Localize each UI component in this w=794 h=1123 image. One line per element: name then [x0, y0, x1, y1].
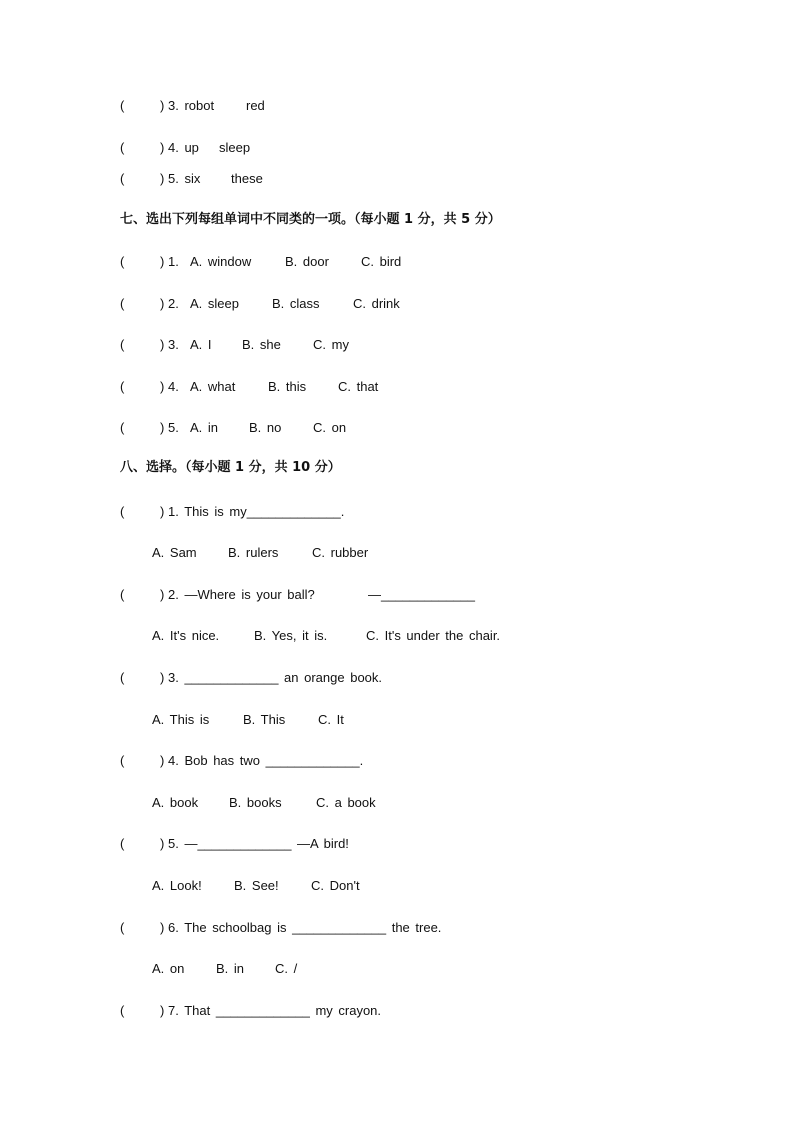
item-number: 2. — [168, 296, 179, 311]
part8-title: 八、选择。（每小题 1 分，共 10 分） — [120, 460, 341, 475]
part8-options-2 — [152, 626, 501, 646]
answer-paren-open: ( — [120, 296, 125, 311]
option-a: A. on — [152, 961, 185, 976]
question-text: 2. —Where is your ball? — [168, 587, 315, 602]
option-a: A. This is — [152, 712, 210, 727]
option-b: B. in — [216, 961, 245, 976]
part8-options-5 — [152, 876, 360, 896]
part8-question-2 — [120, 585, 475, 605]
option-b: B. See! — [234, 878, 279, 893]
answer-paren-close: ) — [160, 379, 165, 394]
part7-item-1 — [120, 252, 402, 272]
answer-paren-open: ( — [120, 337, 125, 352]
question-text: 5. —_____________ —A bird! — [168, 836, 349, 851]
option-b: B. class — [272, 296, 320, 311]
option-c: C. Don't — [311, 878, 360, 893]
question-text: 7. That _____________ my crayon. — [168, 1003, 382, 1018]
answer-paren-close: ) — [160, 420, 165, 435]
option-a: A. It's nice. — [152, 628, 220, 643]
question-text: 1. This is my_____________. — [168, 504, 345, 519]
item-number: 5. — [168, 420, 179, 435]
part8-options-1 — [152, 543, 369, 563]
answer-paren-close: ) — [160, 254, 165, 269]
part7-title: 七、选出下列每组单词中不同类的一项。（每小题 1 分，共 5 分） — [120, 212, 501, 227]
question-text: 3. _____________ an orange book. — [168, 670, 383, 685]
question-text: 4. Bob has two _____________. — [168, 753, 364, 768]
answer-paren-open: ( — [120, 753, 125, 768]
item-word-b: these — [231, 171, 263, 186]
part6-item-3 — [120, 96, 265, 116]
option-b: B. she — [242, 337, 281, 352]
part8-question-1 — [120, 502, 344, 522]
option-a: A. what — [190, 379, 236, 394]
part8-question-5 — [120, 834, 349, 854]
answer-paren-close: ) — [160, 753, 165, 768]
answer-paren-open: ( — [120, 920, 125, 935]
part6-item-5 — [120, 169, 263, 189]
option-b: B. rulers — [228, 545, 279, 560]
part7-item-4 — [120, 377, 379, 397]
item-word-b: sleep — [219, 140, 251, 155]
option-a: A. in — [190, 420, 219, 435]
answer-paren-open: ( — [120, 587, 125, 602]
option-b: B. door — [285, 254, 329, 269]
answer-paren-close: ) — [160, 836, 165, 851]
option-b: B. This — [243, 712, 286, 727]
option-c: C. It's under the chair. — [366, 628, 501, 643]
option-c: C. on — [313, 420, 347, 435]
part7-item-3 — [120, 335, 349, 355]
answer-paren-close: ) — [160, 1003, 165, 1018]
answer-paren-close: ) — [160, 98, 165, 113]
part8-question-3 — [120, 668, 382, 688]
option-c: C. my — [313, 337, 349, 352]
option-c: C. / — [275, 961, 298, 976]
item-number: 1. — [168, 254, 179, 269]
answer-paren-close: ) — [160, 920, 165, 935]
answer-paren-open: ( — [120, 836, 125, 851]
question-text: 6. The schoolbag is _____________ the tree. — [168, 920, 442, 935]
answer-paren-open: ( — [120, 1003, 125, 1018]
option-b: B. books — [229, 795, 282, 810]
answer-blank: —_____________ — [368, 587, 475, 602]
answer-paren-open: ( — [120, 670, 125, 685]
option-a: A. window — [190, 254, 252, 269]
option-c: C. bird — [361, 254, 402, 269]
answer-paren-close: ) — [160, 171, 165, 186]
option-b: B. no — [249, 420, 282, 435]
part8-question-6 — [120, 918, 441, 938]
answer-paren-open: ( — [120, 98, 125, 113]
answer-paren-close: ) — [160, 337, 165, 352]
part8-options-4 — [152, 793, 376, 813]
option-a: A. book — [152, 795, 199, 810]
answer-paren-open: ( — [120, 420, 125, 435]
part8-options-6 — [152, 959, 298, 979]
item-number: 3. — [168, 337, 179, 352]
option-c: C. rubber — [312, 545, 369, 560]
part7-item-2 — [120, 294, 400, 314]
part8-options-3 — [152, 710, 344, 730]
item-text: 3. robot — [168, 98, 215, 113]
answer-paren-close: ) — [160, 140, 165, 155]
answer-paren-open: ( — [120, 171, 125, 186]
item-number: 4. — [168, 379, 179, 394]
answer-paren-open: ( — [120, 140, 125, 155]
answer-paren-close: ) — [160, 587, 165, 602]
answer-paren-close: ) — [160, 504, 165, 519]
option-a: A. I — [190, 337, 212, 352]
option-c: C. drink — [353, 296, 400, 311]
option-a: A. sleep — [190, 296, 239, 311]
option-b: B. this — [268, 379, 307, 394]
answer-paren-open: ( — [120, 379, 125, 394]
answer-paren-open: ( — [120, 504, 125, 519]
option-c: C. a book — [316, 795, 376, 810]
option-c: C. It — [318, 712, 344, 727]
item-word-b: red — [246, 98, 265, 113]
item-text: 5. six — [168, 171, 201, 186]
part8-question-7 — [120, 1001, 381, 1021]
item-text: 4. up — [168, 140, 199, 155]
option-a: A. Look! — [152, 878, 202, 893]
part6-item-4 — [120, 138, 251, 158]
option-b: B. Yes, it is. — [254, 628, 328, 643]
part7-item-5 — [120, 418, 347, 438]
option-a: A. Sam — [152, 545, 197, 560]
option-c: C. that — [338, 379, 379, 394]
part8-question-4 — [120, 751, 363, 771]
answer-paren-close: ) — [160, 296, 165, 311]
answer-paren-open: ( — [120, 254, 125, 269]
answer-paren-close: ) — [160, 670, 165, 685]
